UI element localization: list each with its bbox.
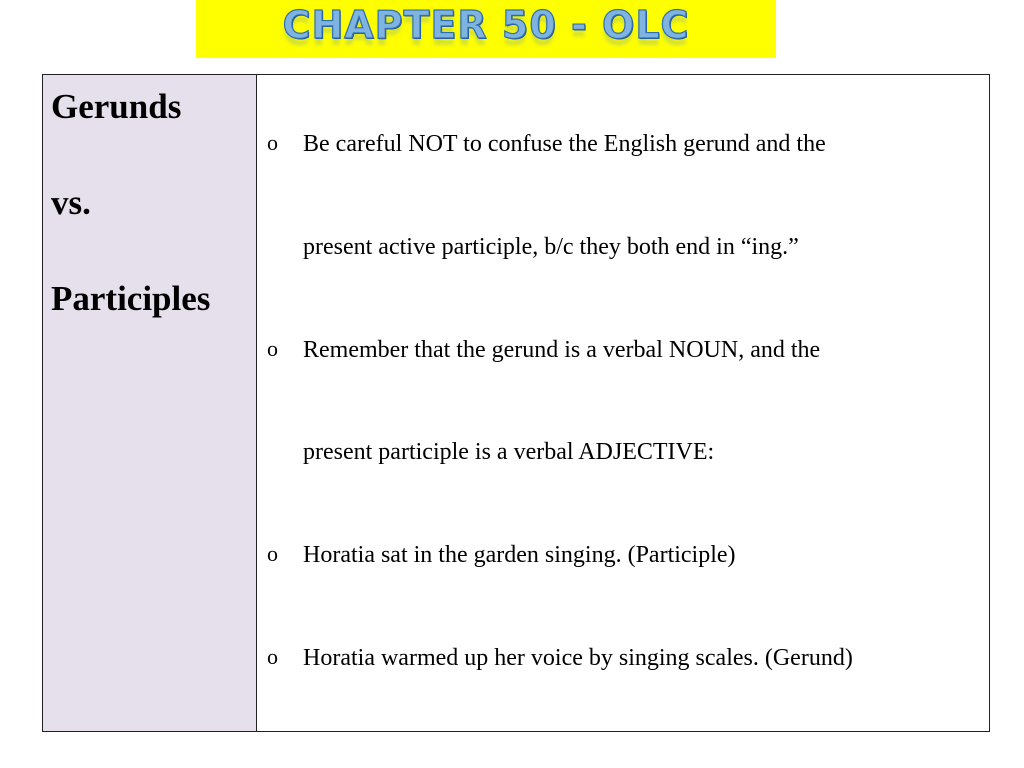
- bullets-cell: [257, 75, 989, 731]
- heading-gerunds: Gerunds: [51, 87, 182, 126]
- bullet-1-line-2: present active participle, b/c they both end in “ing.”: [303, 234, 799, 260]
- heading-cell: [43, 75, 257, 731]
- bullet-4-line-1: Horatia warmed up her voice by singing scales. (Gerund): [303, 645, 853, 671]
- bullet-marker: o: [267, 130, 278, 155]
- bullet-1-line-1: Be careful NOT to confuse the English gerund and the: [303, 131, 826, 157]
- slide-title: CHAPTER 50 - OLC: [282, 3, 690, 47]
- bullet-marker: o: [267, 336, 278, 361]
- heading-participles: Participles: [51, 279, 211, 318]
- bullet-2-line-1: Remember that the gerund is a verbal NOUN, and the: [303, 337, 821, 363]
- bullet-marker: o: [267, 541, 278, 566]
- content-table: [42, 74, 990, 732]
- bullet-3-line-1: Horatia sat in the garden singing. (Participle): [303, 542, 736, 568]
- bullet-marker: o: [267, 644, 278, 669]
- title-banner: [196, 0, 776, 58]
- bullet-2-line-2: present participle is a verbal ADJECTIVE:: [303, 439, 715, 465]
- heading-vs: vs.: [51, 183, 91, 222]
